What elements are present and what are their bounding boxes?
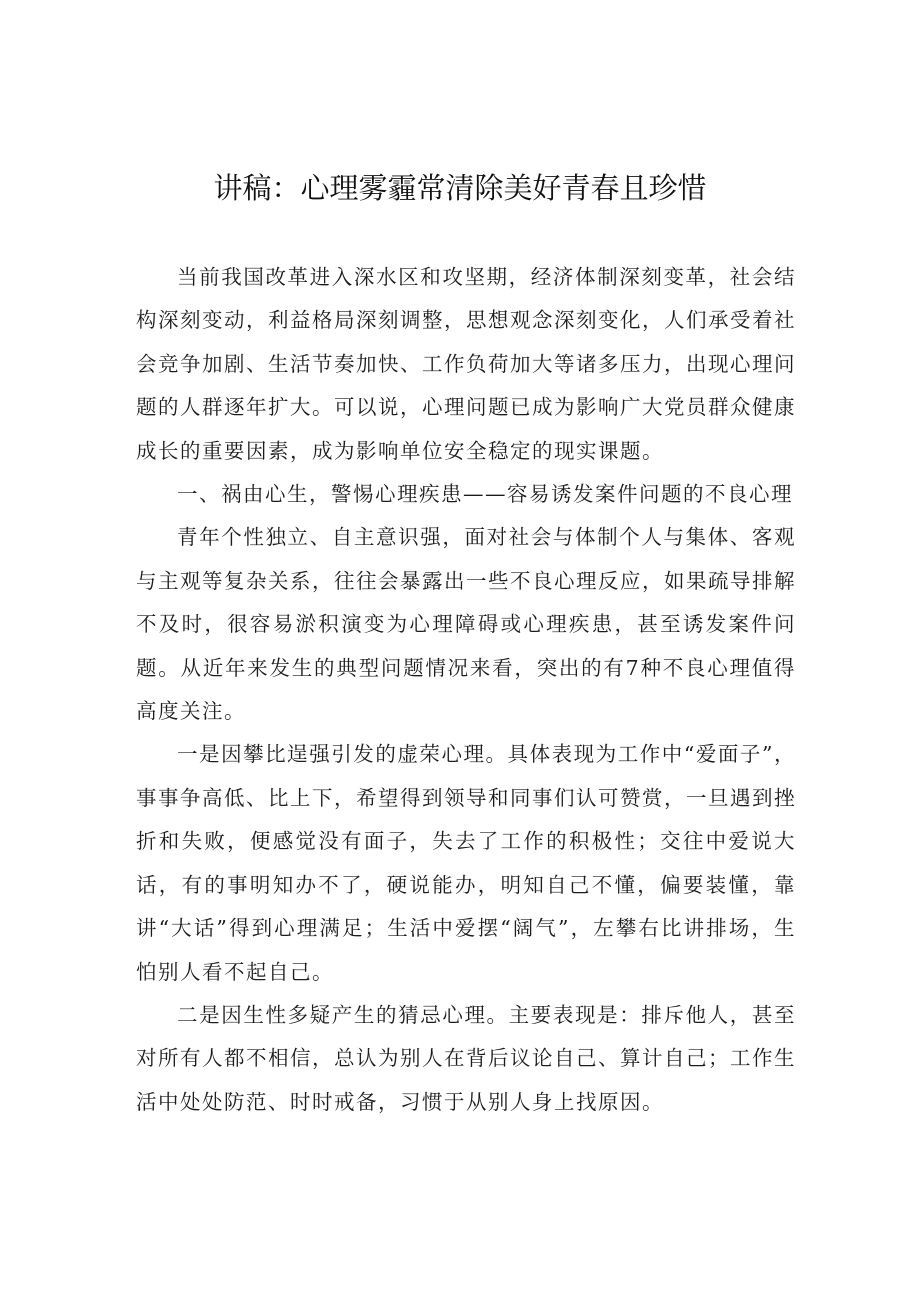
- paragraph-intro: 当前我国改革进入深水区和攻坚期，经济体制深刻变革，社会结构深刻变动，利益格局深刻调整，思想观念深刻变化，人们承受着社会竞争加剧、生活节奏加快、工作负荷加大等诸多压力，出现心理问题的人群逐年扩大。可以说，心理问题已成为影响广大党员群众健康成长的重要因素，成为影响单位安全稳定的现实课题。: [136, 265, 796, 463]
- paragraph-vanity: 一是因攀比逞强引发的虚荣心理。具体表现为工作中“爱面子”，事事争高低、比上下，希望得到领导和同事们认可赞赏，一旦遇到挫折和失败，便感觉没有面子，失去了工作的积极性；交往中爱说大话，有的事明知办不了，硬说能办，明知自己不懂，偏要装懂，靠讲“大话”得到心理满足；生活中爱摆“阔气”，左攀右比讲排场，生怕别人看不起自己。: [136, 742, 796, 984]
- section-heading-1: 一、祸由心生，警惕心理疾患——容易诱发案件问题的不良心理: [177, 482, 793, 507]
- document-title: 讲稿：心理雾霾常清除美好青春且珍惜: [213, 171, 707, 205]
- paragraph-suspicion: 二是因生性多疑产生的猜忌心理。主要表现是：排斥他人，甚至对所有人都不相信，总认为别人在背后议论自己、算计自己；工作生活中处处防范、时时戒备，习惯于从别人身上找原因。: [136, 1002, 796, 1114]
- paragraph-youth: 青年个性独立、自主意识强，面对社会与体制个人与集体、客观与主观等复杂关系，往往会暴露出一些不良心理反应，如果疏导排解不及时，很容易淤积演变为心理障碍或心理疾患，甚至诱发案件问题。从近年来发生的典型问题情况来看，突出的有7种不良心理值得高度关注。: [136, 525, 796, 724]
- document-body: [136, 256, 796, 1124]
